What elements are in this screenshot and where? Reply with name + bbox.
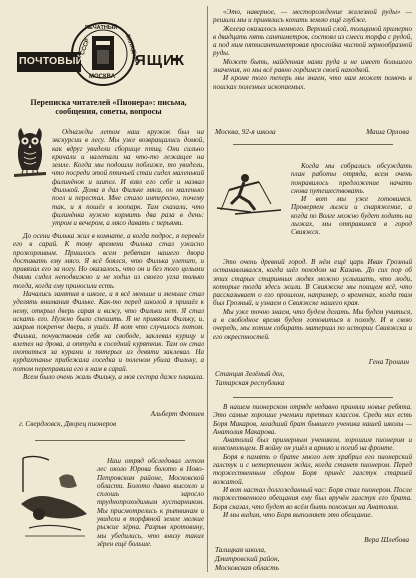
letter-4-author: Вера Шлебова [364,535,409,544]
stamp-right-text: ВКЛАДЫШ [124,33,141,65]
letter-3-paragraph-1: Когда мы собрались обсуждать план работы отряда, всем очень понравилось предложение начать снова путешествовать. [291,162,412,195]
letter-4-place-2: Дмитровский район, [215,554,280,563]
letter-2-cont-2: Железа оказалось немного. Верхний слой, толщиной примерно в двадцать пять сантиметров, состоял из смеси торфа с рудой, а под ним пятисантиметровая прослойка чистой зернообразной руды. [213,24,412,58]
field-dig-illustration-icon [15,452,95,544]
letter-1-author: Альберт Фотиев [150,409,204,418]
column-divider [207,6,208,572]
letter-2-author: Маша Орлова [366,127,409,136]
letter-4-place-3: Московская область [215,563,279,572]
letter-3-paragraph-3: Это очень древний город. В нём ещё царь Иван Грозный останавливался, когда шёл походом на Казань. До сих пор об этих старых старинных людях можно услышать, что люди, которые тогда здесь жили. В Свияжске мы поищем всё, что рассказывает о его прошлом, например, о временах, когда там был Грозный, и узнаем о Свияжске нашего края. [213,258,412,308]
left-column [5,0,204,578]
letter-4-block [213,403,412,519]
letter-1-paragraph-3: Начались занятия в школе, и я всё меньше и меньше стал уделять внимания Фильке. Как-то перед школой я пришёл к нему, открыл дверь сарая и вижу, что Фильки нет. Я стал искать его. Нужно было спешить. Я не привязал Фильку, и, закрыв покрепче дверь, я ушёл. И вот что случилось потом. Филька, почувствовав себя на свободе, заклевал курицу и влетел на дрова, а оттуда в соседний курятник. Там он стал охотиться за курами и пятерых из девяти заклевал. На курдахтанье прибежала соседка и поленом убила Фильку, а потом переправила его к нам в сарай. [13,290,204,373]
separator-rule [35,440,185,441]
banner-arc-text: ПЕЧАТНЫЙ [85,25,118,31]
letter-1-intro: Однажды летом наш кружок был на экскурсии в лесу. Мы уже возвращались домой, как вдруг увидели сборище птиц. Они сильно кричали и налетали на что-то лежащее на земле. Когда мы подошли поближе, то увидели, что посреди этой птичьей стаи сидел маленький филинёнок и шипел. И взял его себе и назвал Филькой. Дома я дал Фильке мяса, он маленько поел и перестал. Мне стало интересно, почему так, и я пошёл в зоопарк. Там сказали, что филинёнка нужно кормить два раза в день: утром и вечером, а мясо давать с перьями. [52,128,204,228]
letter-4-paragraph-1: В нашем пионерском отряде недавно приняли новые ребята. Это самые хорошие ученики третьих классов. Среди них есть Боря Макаров, младший брат бывшего ученика нашей школы — Анатолия Макарова. [213,403,412,436]
letter-1-place: г. Свердловск, Дворец пионеров [19,419,117,428]
stamp-left-text: СССР [79,37,92,57]
letter-4-paragraph-4: И вот настал долгожданный час: Боря стал пионером. После торжественного обещания ему был вручён галстук его брата. Боря сказал, что будет во всём быть похожим на Анатолия. [213,485,412,511]
letter-2-cont-3: Может быть, найденная нами руда и не имеет большого значения, но мы всё равно гордимся своей находкой. [213,57,412,75]
letter-3-paragraph-2: И вот мы уже готовимся. Проверяем лыжи и снаряжение, а когда по Волге можно будет ходить на лыжах, мы отправимся в город Свияжск. [291,195,412,237]
letter-4-place-1: Талицкая школа, [215,545,266,554]
letter-3-author: Гена Трошин [368,357,409,366]
letter-1-intro-block [52,128,204,228]
section-subheading: Переписка читателей «Пионера»: письма, сообщения, советы, вопросы [30,98,187,117]
separator-rule [233,397,393,398]
skier-illustration-icon [215,170,287,218]
letter-3-place-1: Станция Зелёный дол, [215,369,285,378]
letter-2-continuation [213,8,412,91]
letter-3-body-block [213,258,412,341]
letter-2-paragraph: Наш отряд обследовал летом лес около Юрова болото в Ново-Петровском районе, Московской области. Болото давно высохло и сплошь заросло труднопроходимым кустарником. Мы присмотрелись к рытвинам и увидели в торфяной земле мелкие рыжие зёрна. Разрыв кротовину, мы убедились, что внизу таких зёрен ещё больше. [97,457,204,548]
letter-3-intro-block [291,162,412,237]
banner-right-word: ЯЩИК [135,52,186,69]
letter-4-paragraph-3: Боря в память о брате много лет храбрил его пионерский галстук и с нетерпением ждал, когда станет пионером. Перед торжественным сбором Боря принёс галстук старшей вожатой. [213,452,412,486]
letter-3-paragraph-4: Мы уже точно знаем, что будем делать. Мы будем учиться, а в свободное время будем готовиться к походу. И в свою очередь, мы хотим собирать материал по истории Свияжска и его окрестностей. [213,307,412,341]
owl-illustration-icon [12,126,48,184]
letter-2-cont-1: «Это, наверное, — месторождение железной руды» — решили мы и принялись копать землю ещё глубже. [213,8,412,25]
banner-left-word: ПОЧТОВЫЙ [19,55,84,67]
letter-2-place: Москва, 92-я школа [215,127,276,136]
letter-3-place-2: Татарская республика [215,378,285,387]
pochtovy-yashchik-banner [17,22,185,86]
letter-1-body-block [13,232,204,381]
letter-1-paragraph-2: До осени Филька жил в комнате, а когда подрос, я перевёл его в сарай. К тому времени Филька стал ужасно прожорливым. Пришлось всем ребятам нашего двора доставать ему мясо. Я всё боялся, что Филька улетит, и привязал его за ногу. Но оказалось, что он и без того целыми днями сидел неподвижно и не ходил из своего угла только тогда, когда ему приносили есть. [13,232,204,290]
stamp-bottom-text: МОСКВА [89,74,116,80]
separator-rule [233,144,393,145]
letter-4-paragraph-5: И мы видим, что Боря выполняет это обещание. [223,510,373,519]
letter-4-paragraph-2: Анатолий был примерным учеником, хорошим пионером и комсомольцем. В войну он ушёл в армию и погиб на фронте. [213,436,412,453]
letter-2-block [97,457,204,548]
letter-2-cont-4: И кроме того теперь мы знаем, что нам может помочь в поисках полезных ископаемых. [213,74,412,91]
right-column [213,0,412,578]
letter-1-paragraph-4: Всем было очень жаль Фильку, а моя сестра даже плакала. [23,373,204,382]
